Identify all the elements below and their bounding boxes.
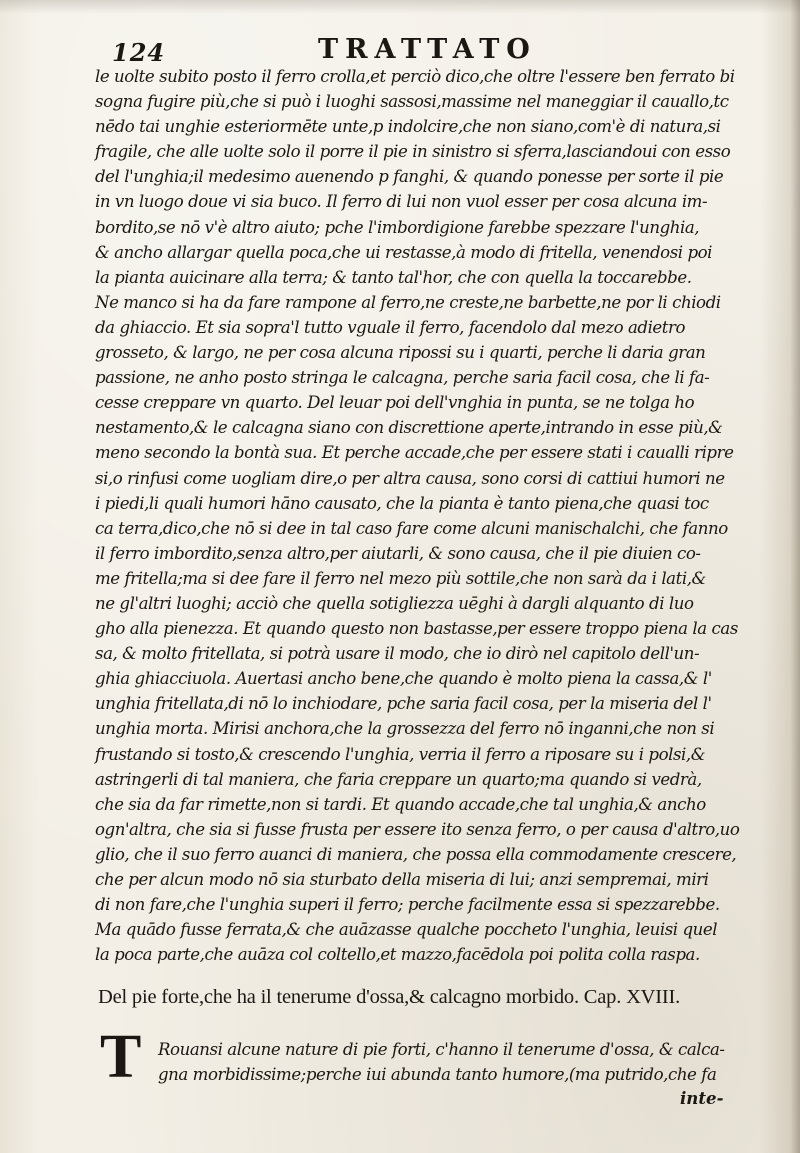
text-line: glio, che il suo ferro auanci di maniera, che possa ella commodamente crescere, <box>95 844 737 864</box>
text-line: passione, ne anho posto stringa le calcagna, perche saria facil cosa, che li fa- <box>95 368 710 388</box>
text-line: si,o rinfusi come uogliam dire,o per altra causa, sono corsi di cattiui humori ne <box>95 468 725 488</box>
chapter-body <box>158 1037 758 1087</box>
text-line: la poca parte,che auāza col coltello,et mazzo,facēdola poi polita colla raspa. <box>95 945 700 965</box>
text-line: unghia fritellata,di nō lo inchiodare, pche saria facil cosa, per la miseria del l' <box>95 694 712 714</box>
text-line: in vn luogo doue vi sia buco. Il ferro di lui non vuol esser per cosa alcuna im- <box>95 192 708 212</box>
catchword: inte- <box>680 1088 724 1108</box>
text-line: del l'unghia;il medesimo auenendo p fanghi, & quando ponesse per sorte il pie <box>95 167 724 187</box>
text-line: astringerli di tal maniera, che faria creppare un quarto;ma quando si vedrà, <box>95 769 702 789</box>
text-line: ogn'altra, che sia si fusse frusta per essere ito senza ferro, o per causa d'altro,uo <box>95 819 740 839</box>
text-line: & ancho allargar quella poca,che ui restasse,à modo di fritella, venendosi poi <box>95 242 713 262</box>
text-line: nēdo tai unghie esteriormēte unte,p indolcire,che non siano,com'è di natura,si <box>95 117 721 137</box>
text-line: il ferro imbordito,senza altro,per aiutarli, & sono causa, che il pie diuien co- <box>95 543 701 563</box>
body-text <box>95 64 765 967</box>
page-top-shadow <box>0 0 800 14</box>
text-line: cesse creppare vn quarto. Del leuar poi dell'vnghia in punta, se ne tolga ho <box>95 393 695 413</box>
text-line: sa, & molto fritellata, si potrà usare il modo, che io dirò nel capitolo dell'un- <box>95 644 700 664</box>
text-line: nestamento,& le calcagna siano con discrettione aperte,intrando in esse più,& <box>95 418 723 438</box>
text-line: meno secondo la bontà sua. Et perche accade,che per essere stati i caualli ripre <box>95 443 734 463</box>
text-line: Ne manco si ha da fare rampone al ferro,ne creste,ne barbette,ne por li chiodi <box>95 292 721 312</box>
chapter-text-line: Rouansi alcune nature di pie forti, c'hanno il tenerume d'ossa, & calca- <box>158 1040 725 1059</box>
text-line: che per alcun modo nō sia sturbato della miseria di lui; anzi sempremai, miri <box>95 870 709 889</box>
text-line: la pianta auicinare alla terra; & tanto tal'hor, che con quella la toccarebbe. <box>95 267 692 287</box>
text-line: da ghiaccio. Et sia sopra'l tutto vguale il ferro, facendolo dal mezo adietro <box>95 317 686 337</box>
text-line: che sia da far rimette,non si tardi. Et quando accade,che tal unghia,& ancho <box>95 794 706 814</box>
running-head: TRATTATO <box>318 34 537 65</box>
text-line: frustando si tosto,& crescendo l'unghia, verria il ferro a riposare su i polsi,& <box>95 744 706 764</box>
text-line: i piedi,li quali humori hāno causato, che la pianta è tanto piena,che quasi toc <box>95 493 709 513</box>
text-line: Ma quādo fusse ferrata,& che auāzasse qualche poccheto l'unghia, leuisi quel <box>95 920 718 940</box>
text-line: me fritella;ma si dee fare il ferro nel mezo più sottile,che non sarà da i lati,& <box>95 568 706 588</box>
text-line: grosseto, & largo, ne per cosa alcuna ripossi su i quarti, perche li daria gran <box>95 343 706 363</box>
text-line: le uolte subito posto il ferro crolla,et perciò dico,che oltre l'essere ben ferrato bi <box>95 67 735 86</box>
text-line: ca terra,dico,che nō si dee in tal caso fare come alcuni manischalchi, che fanno <box>95 518 728 538</box>
page-edge-shadow <box>790 0 800 1153</box>
text-line: ne gl'altri luoghi; acciò che quella sotigliezza uēghi à dargli alquanto di luo <box>95 593 694 613</box>
text-line: fragile, che alle uolte solo il porre il pie in sinistro si sferra,lasciandoui con esso <box>95 142 731 162</box>
text-line: sogna fugire più,che si può i luoghi sassosi,massime nel maneggiar il cauallo,tc <box>95 92 729 112</box>
text-line: di non fare,che l'unghia superi il ferro; perche facilmente essa si spezzarebbe. <box>95 895 720 915</box>
page-number: 124 <box>112 38 166 67</box>
text-line: ghia ghiacciuola. Auertasi ancho bene,che quando è molto piena la cassa,& l' <box>95 669 712 689</box>
text-line: bordito,se nō v'è altro aiuto; pche l'imbordigione farebbe spezzare l'unghia, <box>95 217 700 237</box>
text-line: unghia morta. Mirisi anchora,che la grossezza del ferro nō inganni,che non si <box>95 719 715 739</box>
text-line: gho alla pienezza. Et quando questo non bastasse,per essere troppo piena la cas <box>95 619 738 639</box>
chapter-heading: Del pie forte,che ha il tenerume d'ossa,& calcagno morbido. Cap. XVIII. <box>98 986 681 1008</box>
drop-cap: T <box>100 1023 142 1091</box>
chapter-text-line: gna morbidissime;perche iui abunda tanto humore,(ma putrido,che fa <box>158 1065 717 1084</box>
